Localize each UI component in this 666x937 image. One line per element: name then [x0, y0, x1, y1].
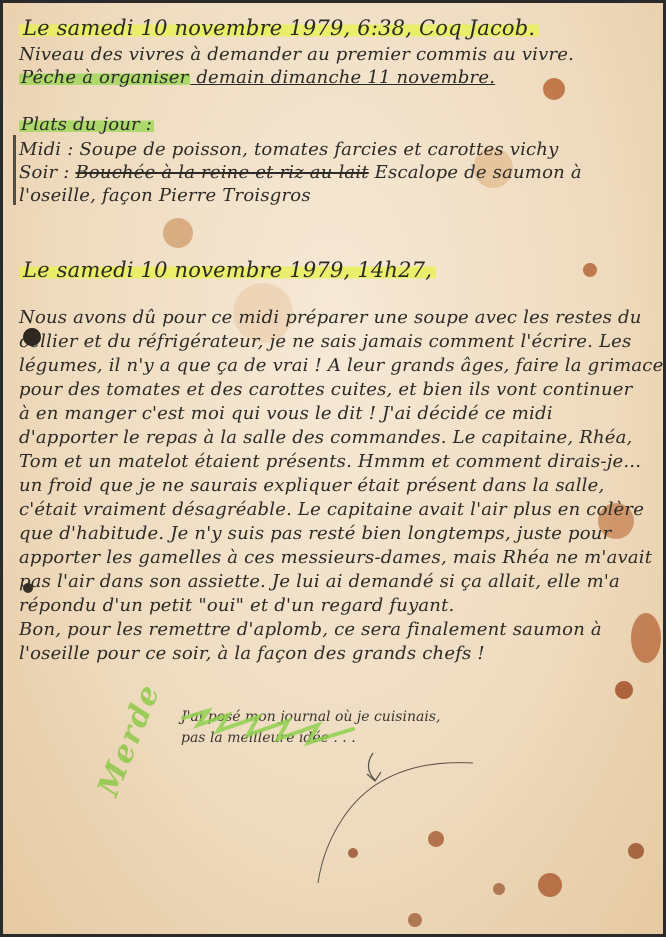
fishing-highlight: Pêche à organiser	[21, 67, 189, 88]
entry2-line: c'était vraiment désagréable. Le capitaine avait l'air plus en colère	[19, 499, 645, 520]
coffee-stain	[493, 883, 505, 895]
entry2-line: d'apporter le repas à la salle des commandes. Le capitaine, Rhéa,	[19, 427, 633, 448]
entry2-line: pas l'air dans son assiette. Je lui ai demandé si ça allait, elle m'a	[19, 571, 620, 592]
entry2-line: légumes, il n'y a que ça de vrai ! A leur grands âges, faire la grimace	[19, 355, 663, 376]
entry2-line: que d'habitude. Je n'y suis pas resté bien longtemps, juste pour	[19, 523, 612, 544]
margin-note-line1: J'ai posé mon journal où je cuisinais,	[181, 709, 441, 725]
entry2-line: Bon, pour les remettre d'aplomb, ce sera finalement saumon à	[19, 619, 602, 640]
coffee-stain	[543, 78, 565, 100]
entry2-line: Tom et un matelot étaient présents. Hmmm et comment dirais-je...	[19, 451, 642, 472]
plats-title: Plats du jour :	[21, 114, 153, 135]
entry2-line: apporter les gamelles à ces messieurs-dames, mais Rhéa ne m'avait	[19, 547, 653, 568]
coffee-stain	[628, 843, 644, 859]
entry2-line: pour des tomates et des carottes cuites, et bien ils vont continuer	[19, 379, 633, 400]
struck-dish: Bouchée à la reine et riz au lait	[75, 162, 369, 183]
entry2-heading: Le samedi 10 novembre 1979, 14h27,	[19, 259, 436, 282]
coffee-stain	[631, 613, 661, 663]
entry2-line: répondu d'un petit "oui" et d'un regard fuyant.	[19, 595, 455, 616]
coffee-stain	[583, 263, 597, 277]
journal-page	[3, 3, 663, 934]
menu-bracket	[13, 135, 16, 205]
entry2-line: l'oseille pour ce soir, à la façon des grands chefs !	[19, 643, 485, 664]
menu-midi: Midi : Soupe de poisson, tomates farcies et carottes vichy	[19, 139, 559, 160]
entry2-line: un froid que je ne saurais expliquer était présent dans la salle,	[19, 475, 605, 496]
entry1-line1: Niveau des vivres à demander au premier commis au vivre.	[19, 44, 575, 65]
menu-soir: Soir : Bouchée à la reine et riz au lait Escalope de saumon à	[19, 162, 582, 183]
entry1-line2: Pêche à organiser demain dimanche 11 novembre.	[21, 67, 496, 88]
coffee-stain	[408, 913, 422, 927]
menu-soir-continued: l'oseille, façon Pierre Troisgros	[19, 185, 311, 206]
entry2-line: à en manger c'est moi qui vous le dit ! J'ai décidé ce midi	[19, 403, 553, 424]
green-scribble-icon	[178, 703, 368, 753]
green-stamp: Merde	[91, 678, 168, 802]
entry1-heading: Le samedi 10 novembre 1979, 6:38, Coq Jacob.	[19, 17, 539, 40]
coffee-stain	[538, 873, 562, 897]
entry2-line: Nous avons dû pour ce midi préparer une soupe avec les restes du	[19, 307, 642, 328]
coffee-stain	[163, 218, 193, 248]
arrow-icon	[303, 748, 483, 888]
entry2-line: cellier et du réfrigérateur, je ne sais jamais comment l'écrire. Les	[19, 331, 632, 352]
margin-note-line2: pas la meilleure idée . . .	[181, 730, 356, 746]
coffee-stain	[615, 681, 633, 699]
